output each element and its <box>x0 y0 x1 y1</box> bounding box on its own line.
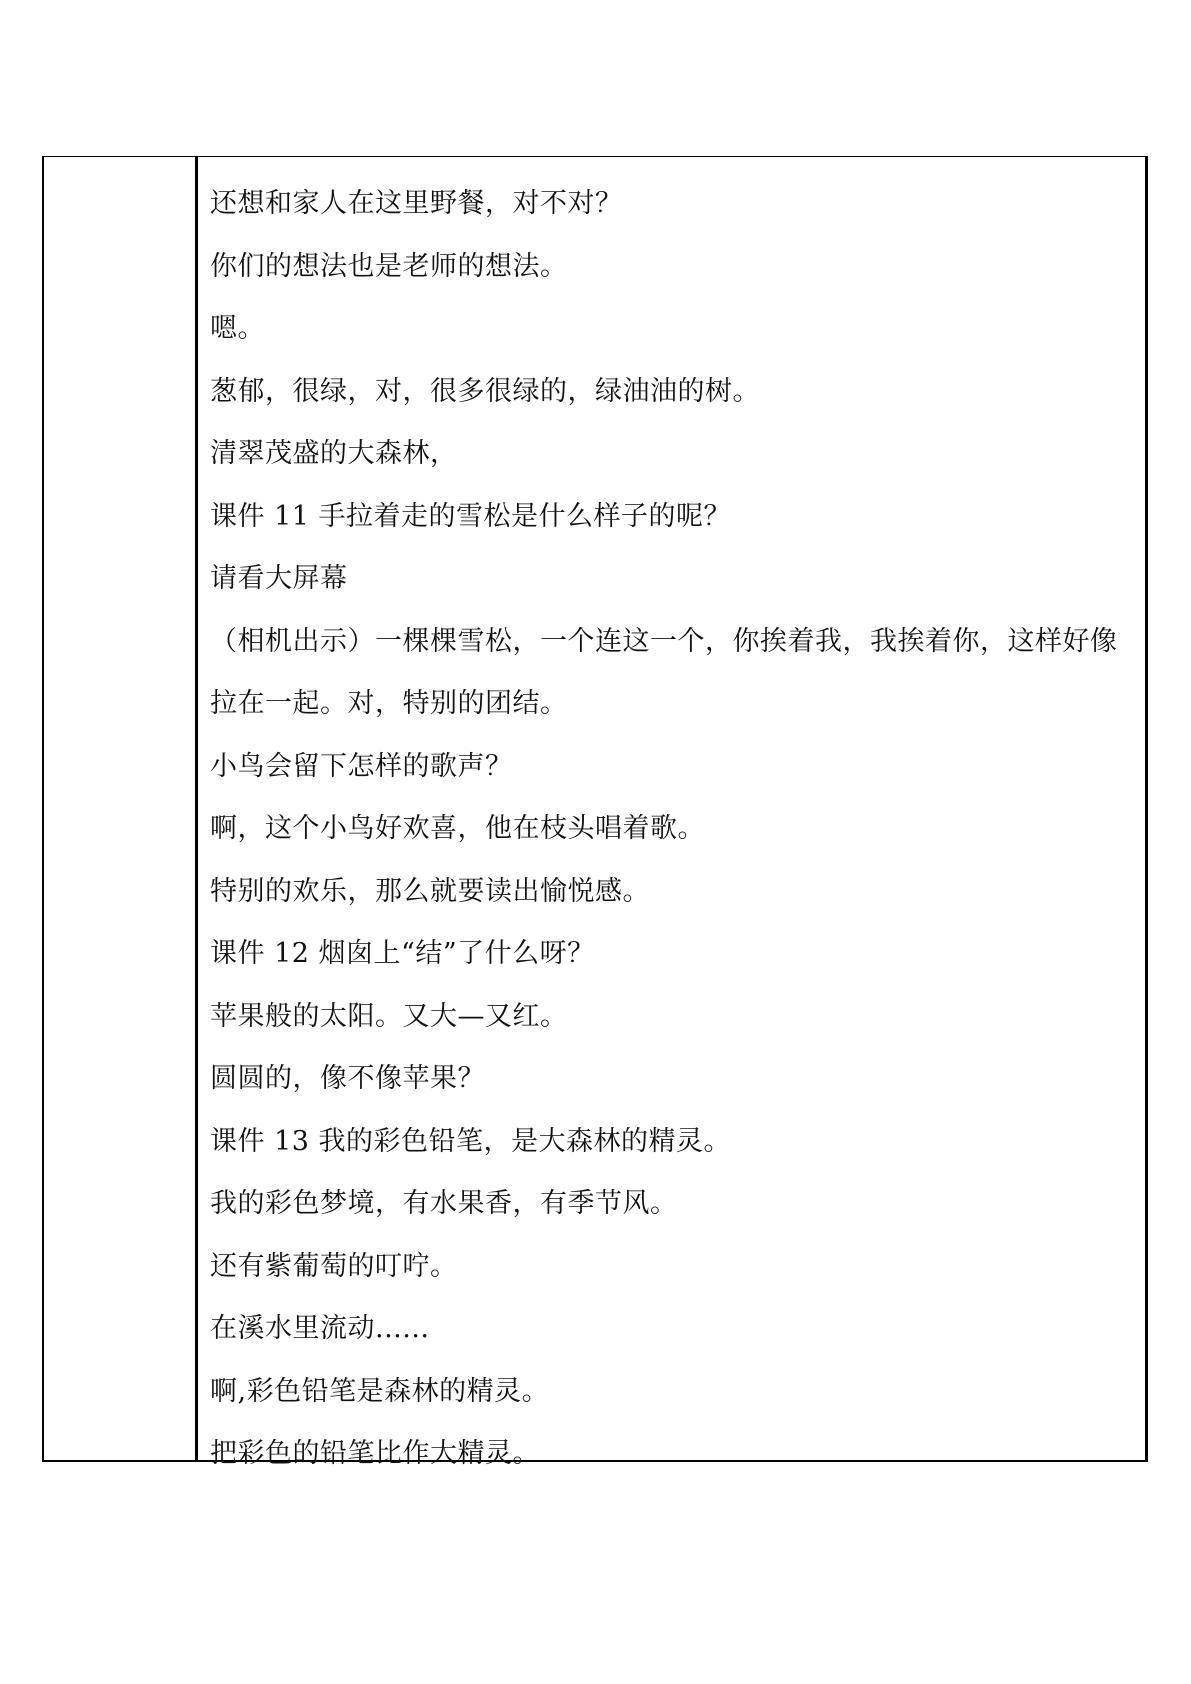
text-line: 还有紫葡萄的叮咛。 <box>210 1250 458 1282</box>
text-line: 小鸟会留下怎样的歌声？ <box>210 750 513 782</box>
text-line: 圆圆的，像不像苹果？ <box>210 1063 485 1094</box>
text-line: 请看大屏幕 <box>210 563 348 594</box>
text-line: 啊，这个小鸟好欢喜，他在枝头唱着歌。 <box>210 813 705 844</box>
content-cell <box>198 157 1145 1469</box>
text-line: 葱郁，很绿，对，很多很绿的，绿油油的树。 <box>210 375 760 407</box>
text-line: 还想和家人在这里野餐，对不对？ <box>210 188 623 219</box>
text-line: 特别的欢乐，那么就要读出愉悦感。 <box>210 875 650 907</box>
text-line: 苹果般的太阳。又大—又红。 <box>210 1000 568 1032</box>
text-line: 嗯。 <box>210 313 265 344</box>
text-line: 课件 12 烟囱上“结”了什么呀？ <box>210 938 595 969</box>
text-line: 课件 11 手拉着走的雪松是什么样子的呢？ <box>210 500 732 532</box>
text-line: 你们的想法也是老师的想法。 <box>210 250 568 282</box>
text-line: 清翠茂盛的大森林， <box>210 438 458 469</box>
text-line: 拉在一起。对，特别的团结。 <box>210 688 568 719</box>
text-line: 把彩色的铅笔比作大精灵。 <box>210 1438 540 1469</box>
text-line: 在溪水里流动...... <box>210 1313 430 1344</box>
left-column-cell <box>44 157 198 1460</box>
text-line: 课件 13 我的彩色铅笔，是大森林的精灵。 <box>210 1125 732 1157</box>
lesson-table <box>42 156 1148 1469</box>
text-line: 啊,彩色铅笔是森林的精灵。 <box>210 1375 550 1407</box>
text-line: 我的彩色梦境，有水果香，有季节风。 <box>210 1188 678 1219</box>
text-line: （相机出示）一棵棵雪松，一个连这一个，你挨着我，我挨着你，这样好像 <box>210 625 1118 657</box>
